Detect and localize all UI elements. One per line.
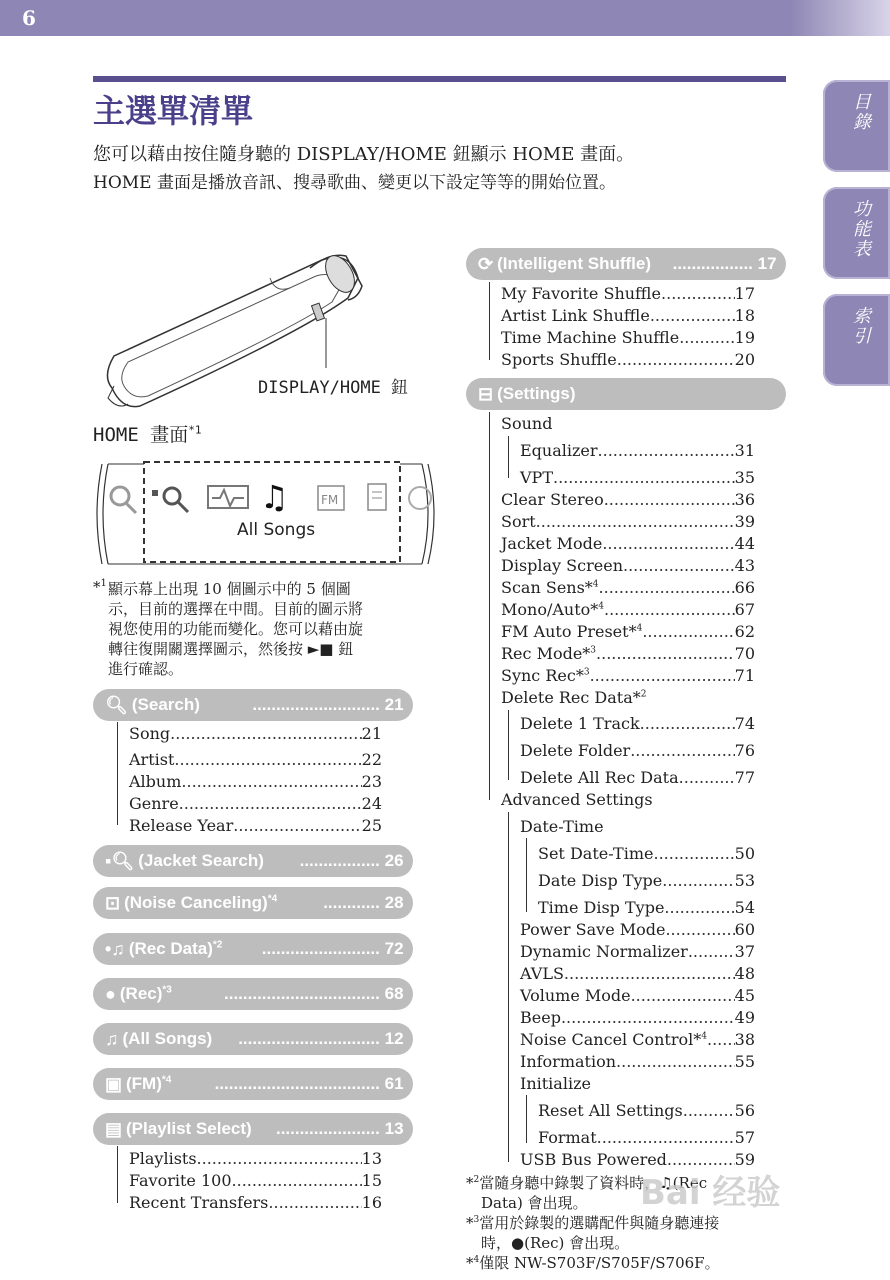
page-ref: 68 [384, 984, 404, 1003]
page-number: 6 [22, 6, 36, 30]
footnote-4: *$^4$僅限 NW-S703F/S705F/S706F。 [466, 1254, 720, 1272]
menu-item-release-year[interactable]: Release Year ..... 25 [129, 816, 382, 835]
jacket-search-icon: ▪🔍︎ [105, 850, 135, 871]
top-bar [0, 0, 890, 36]
menu-item-recent-transfers[interactable]: Recent Transfers ..... 16 [129, 1193, 382, 1212]
menu-item-reset-all-settings[interactable]: Reset All Settings ..... 56 [538, 1101, 755, 1120]
menu-item-equalizer[interactable]: Equalizer ..... 31 [520, 441, 755, 460]
menu-item-fm-auto-preset[interactable]: FM Auto Preset*$^4$ ..... 62 [501, 622, 755, 641]
menu-item-genre[interactable]: Genre ..... 24 [129, 794, 382, 813]
menu-intelligent-shuffle[interactable]: ⟳ (Intelligent Shuffle) ................. 17 [466, 248, 786, 280]
menu-item-advanced-settings[interactable]: Advanced Settings [501, 790, 653, 809]
page-ref: 26 [384, 851, 404, 870]
tree-line [526, 838, 527, 912]
intro-line-1: 您可以藉由按住隨身聽的 DISPLAY/HOME 鈕顯示 HOME 畫面。 [93, 144, 635, 165]
home-screen-label: HOME 畫面$^{*1}$ [93, 423, 202, 446]
side-tab-label: 索引 [850, 306, 871, 346]
svg-text:FM: FM [321, 493, 339, 507]
menu-item-delete-all-rec-data[interactable]: Delete All Rec Data ..... 77 [520, 768, 755, 787]
footnote-3: *$^3$當用於錄製的選購配件與隨身聽連接 [466, 1214, 720, 1232]
menu-item-format[interactable]: Format ..... 57 [538, 1128, 755, 1147]
menu-item-usb-bus-powered[interactable]: USB Bus Powered ..... 59 [520, 1150, 755, 1169]
side-tab-label: 目錄 [850, 92, 871, 132]
record-icon: ● [105, 983, 116, 1004]
menu-item-sync-rec[interactable]: Sync Rec*$^3$ ..... 71 [501, 666, 755, 685]
toolbox-icon: ⊟ [478, 383, 494, 404]
menu-item-playlists[interactable]: Playlists ..... 13 [129, 1149, 382, 1168]
home-screen-diagram [92, 458, 438, 570]
tree-line [508, 710, 509, 780]
menu-item-date-disp-type[interactable]: Date Disp Type ..... 53 [538, 871, 755, 890]
top-bar-fade [790, 0, 890, 36]
page-ref: 12 [384, 1029, 404, 1048]
menu-item-scan-sens[interactable]: Scan Sens*$^4$ ..... 66 [501, 578, 755, 597]
menu-search[interactable]: 🔍︎ (Search) ........................... 21 [93, 689, 413, 721]
page-ref: 17 [757, 254, 777, 273]
menu-fm[interactable]: ▣ (FM)$^{*4}$ ................................... 61 [93, 1068, 413, 1100]
side-tab-contents[interactable] [823, 80, 890, 172]
menu-item-avls[interactable]: AVLS ..... 48 [520, 964, 755, 983]
page-ref: 72 [384, 939, 404, 958]
menu-playlist-select[interactable]: ▤ (Playlist Select) ...................... 13 [93, 1113, 413, 1145]
svg-text:♫: ♫ [260, 478, 289, 516]
menu-item-favorite-100[interactable]: Favorite 100 ..... 15 [129, 1171, 382, 1190]
footnote-3-cont: 時，●(Rec) 會出現。 [481, 1234, 630, 1252]
tree-line [508, 812, 509, 1162]
menu-rec-data[interactable]: •♫ (Rec Data)$^{*2}$ ......................... 72 [93, 933, 413, 965]
footnote-1-line: 視您使用的功能而變化。您可以藉由旋 [108, 620, 364, 638]
menu-item-time-machine-shuffle[interactable]: Time Machine Shuffle ..... 19 [501, 328, 755, 347]
noise-canceling-icon: ⊡ [105, 892, 121, 913]
menu-item-delete-folder[interactable]: Delete Folder ..... 76 [520, 741, 755, 760]
menu-rec[interactable]: ● (Rec)$^{*3}$ ................................. 68 [93, 978, 413, 1010]
menu-item-power-save-mode[interactable]: Power Save Mode ..... 60 [520, 920, 755, 939]
side-tab-menu[interactable] [823, 187, 890, 279]
menu-item-clear-stereo[interactable]: Clear Stereo ..... 36 [501, 490, 755, 509]
menu-item-song[interactable]: Song ..... 21 [129, 724, 382, 743]
menu-item-rec-mode[interactable]: Rec Mode*$^3$ ..... 70 [501, 644, 755, 663]
fm-radio-icon: ▣ [105, 1073, 123, 1094]
menu-item-mono-auto[interactable]: Mono/Auto*$^4$ ..... 67 [501, 600, 755, 619]
menu-item-information[interactable]: Information ..... 55 [520, 1052, 755, 1071]
menu-item-noise-cancel-control[interactable]: Noise Cancel Control*$^4$ ..... 38 [520, 1030, 755, 1049]
page-ref: 13 [384, 1119, 404, 1138]
tree-line [117, 1146, 118, 1203]
footnote-2: *$^2$當隨身聽中錄製了資料時，♫(Rec [466, 1174, 708, 1192]
menu-item-initialize[interactable]: Initialize [520, 1074, 591, 1093]
menu-all-songs[interactable]: ♫ (All Songs) .............................. 12 [93, 1023, 413, 1055]
intro-line-2: HOME 畫面是播放音訊、搜尋歌曲、變更以下設定等等的開始位置。 [93, 173, 616, 193]
menu-item-volume-mode[interactable]: Volume Mode ..... 45 [520, 986, 755, 1005]
page-ref: 28 [384, 893, 404, 912]
menu-item-jacket-mode[interactable]: Jacket Mode ..... 44 [501, 534, 755, 553]
menu-item-sound[interactable]: Sound [501, 414, 553, 433]
menu-settings[interactable]: ⊟ (Settings) [466, 378, 786, 410]
footnote-1-line: 進行確認。 [108, 660, 184, 678]
menu-item-my-favorite-shuffle[interactable]: My Favorite Shuffle ..... 17 [501, 284, 755, 303]
menu-item-artist-link-shuffle[interactable]: Artist Link Shuffle ..... 18 [501, 306, 755, 325]
menu-item-sports-shuffle[interactable]: Sports Shuffle ..... 20 [501, 350, 755, 369]
menu-item-vpt[interactable]: VPT ..... 35 [520, 468, 755, 487]
home-selected-text: All Songs [237, 520, 316, 540]
menu-item-artist[interactable]: Artist ..... 22 [129, 750, 382, 769]
menu-item-sort[interactable]: Sort ..... 39 [501, 512, 755, 531]
menu-item-date-time[interactable]: Date-Time [520, 817, 604, 836]
tree-line [526, 1095, 527, 1143]
tree-line [508, 436, 509, 478]
menu-item-delete-1-track[interactable]: Delete 1 Track ..... 74 [520, 714, 755, 733]
footnote-1-mark: *$^1$ [93, 578, 107, 596]
menu-item-beep[interactable]: Beep ..... 49 [520, 1008, 755, 1027]
page-ref: 21 [384, 695, 404, 714]
menu-item-time-disp-type[interactable]: Time Disp Type ..... 54 [538, 898, 755, 917]
search-icon: 🔍︎ [105, 694, 128, 715]
page-ref: 61 [384, 1074, 404, 1093]
side-tab-index[interactable] [823, 294, 890, 386]
side-tab-label: 功能表 [850, 199, 871, 259]
menu-item-set-date-time[interactable]: Set Date-Time ..... 50 [538, 844, 755, 863]
footnote-1-line: 示，目前的選擇在中間。目前的圖示將 [108, 600, 364, 618]
rec-data-icon: •♫ [105, 938, 125, 959]
footnote-2-cont: Data) 會出現。 [481, 1194, 588, 1212]
menu-item-display-screen[interactable]: Display Screen ..... 43 [501, 556, 755, 575]
menu-jacket-search[interactable]: ▪🔍︎ (Jacket Search) ................. 26 [93, 845, 413, 877]
footnote-1-line: 轉往復開關選擇圖示，然後按 ►■ 鈕 [108, 640, 354, 658]
shuffle-icon: ⟳ [478, 253, 494, 274]
tree-line [489, 412, 490, 800]
tree-line [117, 722, 118, 825]
tree-line [489, 282, 490, 360]
menu-noise-canceling[interactable]: ⊡ (Noise Canceling)$^{*4}$ ............ 28 [93, 887, 413, 919]
menu-item-delete-rec-data[interactable]: Delete Rec Data*$^2$ [501, 688, 647, 707]
music-note-icon: ♫ [105, 1028, 119, 1049]
menu-item-album[interactable]: Album ..... 23 [129, 772, 382, 791]
footnote-1-line: 顯示幕上出現 10 個圖示中的 5 個圖 [108, 580, 351, 598]
menu-item-dynamic-normalizer[interactable]: Dynamic Normalizer ..... 37 [520, 942, 755, 961]
watermark: Bai 经验 [640, 1173, 781, 1213]
title-rule [93, 76, 786, 82]
page-title: 主選單清單 [93, 92, 254, 130]
playlist-icon: ▤ [105, 1118, 123, 1139]
display-home-button-label: DISPLAY/HOME 鈕 [258, 378, 409, 398]
